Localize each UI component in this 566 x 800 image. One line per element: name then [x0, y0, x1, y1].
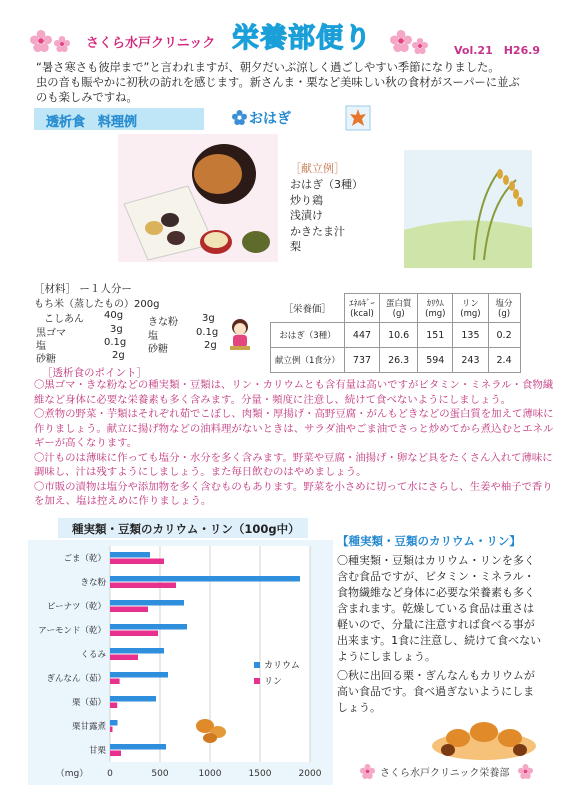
sakura-flower-icon	[412, 38, 428, 54]
sakura-flower-icon	[390, 30, 412, 52]
table-row	[271, 323, 521, 348]
clinic-name: さくら水戸クリニック	[86, 36, 216, 51]
x-tick-label: 1500	[248, 769, 272, 779]
materials-rice: もち米（蒸したもの）200g	[34, 299, 160, 310]
ingredient-amount: 40g	[104, 310, 124, 321]
menu-item: おはぎ（3種）	[290, 178, 363, 191]
sakura-flower-icon	[54, 36, 70, 52]
table-cell: 0.2	[488, 323, 520, 348]
category-label: くるみ	[80, 650, 106, 660]
bar-potassium	[110, 720, 118, 726]
nutrition-header: ｴﾈﾙｷﾞｰ (kcal)	[344, 294, 379, 323]
ingredient-name: こしあん	[44, 314, 84, 325]
menu-item: 梨	[290, 240, 301, 253]
maple-leaf-icon	[344, 104, 372, 132]
bar-potassium	[110, 600, 184, 606]
ingredient-name: 黒ゴマ	[36, 328, 66, 339]
table-cell: 243	[453, 348, 488, 373]
menu-title: ［献立例］	[290, 162, 345, 175]
menu-item: 浅漬け	[290, 209, 323, 222]
category-label: ピーナツ（乾）	[46, 602, 106, 612]
side-text	[337, 553, 542, 719]
ingredient-name: 砂糖	[148, 344, 168, 355]
girl-illustration-icon	[226, 316, 254, 352]
intro-text	[36, 60, 536, 105]
category-label: ごま（乾）	[63, 554, 106, 564]
category-label: 甘栗	[88, 746, 106, 756]
bar-phosphorus	[110, 751, 121, 757]
bar-chart	[28, 540, 333, 785]
legend-swatch	[254, 662, 260, 668]
bar-phosphorus	[110, 727, 113, 733]
volume-date: Vol.21 H26.9	[454, 44, 541, 57]
point-item: 〇汁ものは薄味に作っても塩分・水分を多く含みます。野菜や豆腐・油揚げ・卵など具をたくさん入れて薄味に調味し、汁は残すようにしましょう。また毎日飲むのはやめましょう。	[34, 451, 553, 478]
ingredient-name: きな粉	[148, 317, 178, 328]
point-item: 〇煮物の野菜・芋類はそれぞれ茹でこぼし、肉類・厚揚げ・高野豆腐・がんもどきなどの蛋白質を加えて薄味に作りましょう。献立に揚げ物などの油料理がないときは、サラダ油やごま油でさっと炒めてから煮込むとエネルギーが高くなります。	[34, 408, 554, 449]
bar-potassium	[110, 744, 166, 750]
ingredient-amount: 0.1g	[104, 337, 127, 348]
footer-text: さくら水戸クリニック栄養部	[380, 768, 510, 779]
menu-list	[290, 177, 363, 255]
nutrition-table	[270, 293, 521, 373]
points-list	[34, 378, 554, 509]
chestnut-icon	[203, 733, 217, 743]
legend-label: カリウム	[264, 661, 300, 671]
point-item: 〇市販の漬物は塩分や添加物を多く含むものもあります。野菜を小さめに切って水にさらし、生姜や柚子で香りを加え、塩は控えめに作りましょう。	[34, 480, 553, 507]
intro-line: 虫の音も賑やかに初秋の訪れを感じます。新さんま・栗など美味しい秋の食材がスーパーに並ぶ	[36, 76, 520, 89]
bar-phosphorus	[110, 703, 117, 709]
chart-title: 種実類・豆類のカリウム・リン（100g中）	[72, 522, 300, 536]
chestnut-illustration	[428, 708, 540, 762]
table-cell: 2.4	[488, 348, 520, 373]
nutrition-header: 蛋白質 (g)	[380, 294, 418, 323]
ingredient-name: 塩	[36, 341, 46, 352]
x-tick-label: 1000	[198, 769, 222, 779]
table-cell: 594	[418, 348, 453, 373]
ingredient-name: 塩	[148, 331, 158, 342]
table-row	[271, 348, 521, 373]
recipe-heading: 透析食 料理例	[46, 115, 138, 130]
rice-plant-illustration	[404, 150, 532, 268]
materials-heading: ［材料］ ー１人分ー	[34, 283, 132, 295]
category-label: アーモンド（乾）	[38, 626, 106, 636]
table-cell: 135	[453, 323, 488, 348]
bar-phosphorus	[110, 559, 164, 565]
side-heading: 【種実類・豆類のカリウム・リン】	[337, 534, 521, 548]
x-tick-label: 0	[107, 769, 113, 779]
bar-phosphorus	[110, 583, 176, 589]
ingredient-name: 砂糖	[36, 354, 56, 365]
bar-phosphorus	[110, 679, 120, 685]
bar-potassium	[110, 672, 168, 678]
sakura-flower-icon	[360, 764, 375, 779]
bar-potassium	[110, 624, 187, 630]
side-item: 〇秋に出回る栗・ぎんなんもカリウムが高い食品です。食べ過ぎないようにしましょう。	[337, 669, 535, 714]
ingredient-amount: 0.1g	[196, 327, 219, 338]
category-label: ぎんなん（茹）	[46, 674, 106, 684]
intro-line: のも楽しみですね。	[36, 91, 138, 104]
table-cell: 26.3	[380, 348, 418, 373]
points-heading: ［透析食のポイント］	[42, 367, 147, 379]
menu-item: 炒り鶏	[290, 193, 323, 207]
nutrition-header: 塩分 (g)	[488, 294, 520, 323]
recipe-heading-band	[34, 108, 204, 130]
category-label: 栗甘露煮	[71, 722, 106, 732]
bar-potassium	[110, 576, 300, 582]
table-cell: 447	[344, 323, 379, 348]
table-cell: 151	[418, 323, 453, 348]
row-label: おはぎ（3種）	[271, 323, 345, 348]
meal-photo	[118, 134, 278, 262]
x-axis-label: （mg）	[55, 769, 89, 779]
table-cell: 10.6	[380, 323, 418, 348]
sakura-flower-icon	[518, 764, 533, 779]
ingredient-amount: 2g	[112, 350, 125, 361]
intro-line: “暑さ寒さも彼岸まで”と言われますが、朝夕だいぶ涼しく過ごしやすい季節になりました。	[36, 61, 500, 74]
legend-label: リン	[264, 677, 283, 687]
sakura-flower-icon	[30, 30, 52, 52]
table-cell: 737	[344, 348, 379, 373]
menu-item: かきたま汁	[290, 224, 345, 238]
side-item: 〇種実類・豆類はカリウム・リンを多く含む食品ですが、ビタミン・ミネラル・食物繊維など身体に必要な栄養素も多く含まれます。乾燥している食品は重さは軽いので、分量に注意すれば食べる事が出来ます。1食に注意し、続けて食べないようにしましょう。	[337, 554, 542, 663]
bar-phosphorus	[110, 631, 158, 637]
category-label: 栗（茹）	[71, 698, 106, 708]
ingredient-amount: 2g	[204, 340, 217, 351]
row-label: 献立例（1食分）	[271, 348, 345, 373]
point-item: 〇黒ゴマ・きな粉などの種実類・豆類は、リン・カリウムとも含有量は高いですがビタミン・ミネラル・食物繊維など身体に必要な栄養素も多く含みます。分量・頻度に注意し、続けて食べないようにしましょう。	[34, 379, 554, 406]
bar-potassium	[110, 552, 150, 558]
x-tick-label: 500	[151, 769, 169, 779]
category-label: きな粉	[80, 578, 106, 588]
nutrition-corner: ［栄養価］	[283, 303, 331, 315]
newsletter-title: 栄養部便り	[232, 23, 372, 54]
nutrition-header: リン (mg)	[453, 294, 488, 323]
bar-phosphorus	[110, 655, 138, 661]
nutrition-header: ｶﾘｳﾑ (mg)	[418, 294, 453, 323]
dish-name: おはぎ	[249, 111, 291, 127]
flower-bullet-icon	[232, 110, 247, 125]
x-tick-label: 2000	[298, 769, 322, 779]
bar-phosphorus	[110, 607, 148, 613]
bar-potassium	[110, 696, 156, 702]
ingredient-amount: 3g	[202, 313, 215, 324]
ingredient-amount: 3g	[110, 324, 123, 335]
legend-swatch	[254, 678, 260, 684]
bar-potassium	[110, 648, 164, 654]
